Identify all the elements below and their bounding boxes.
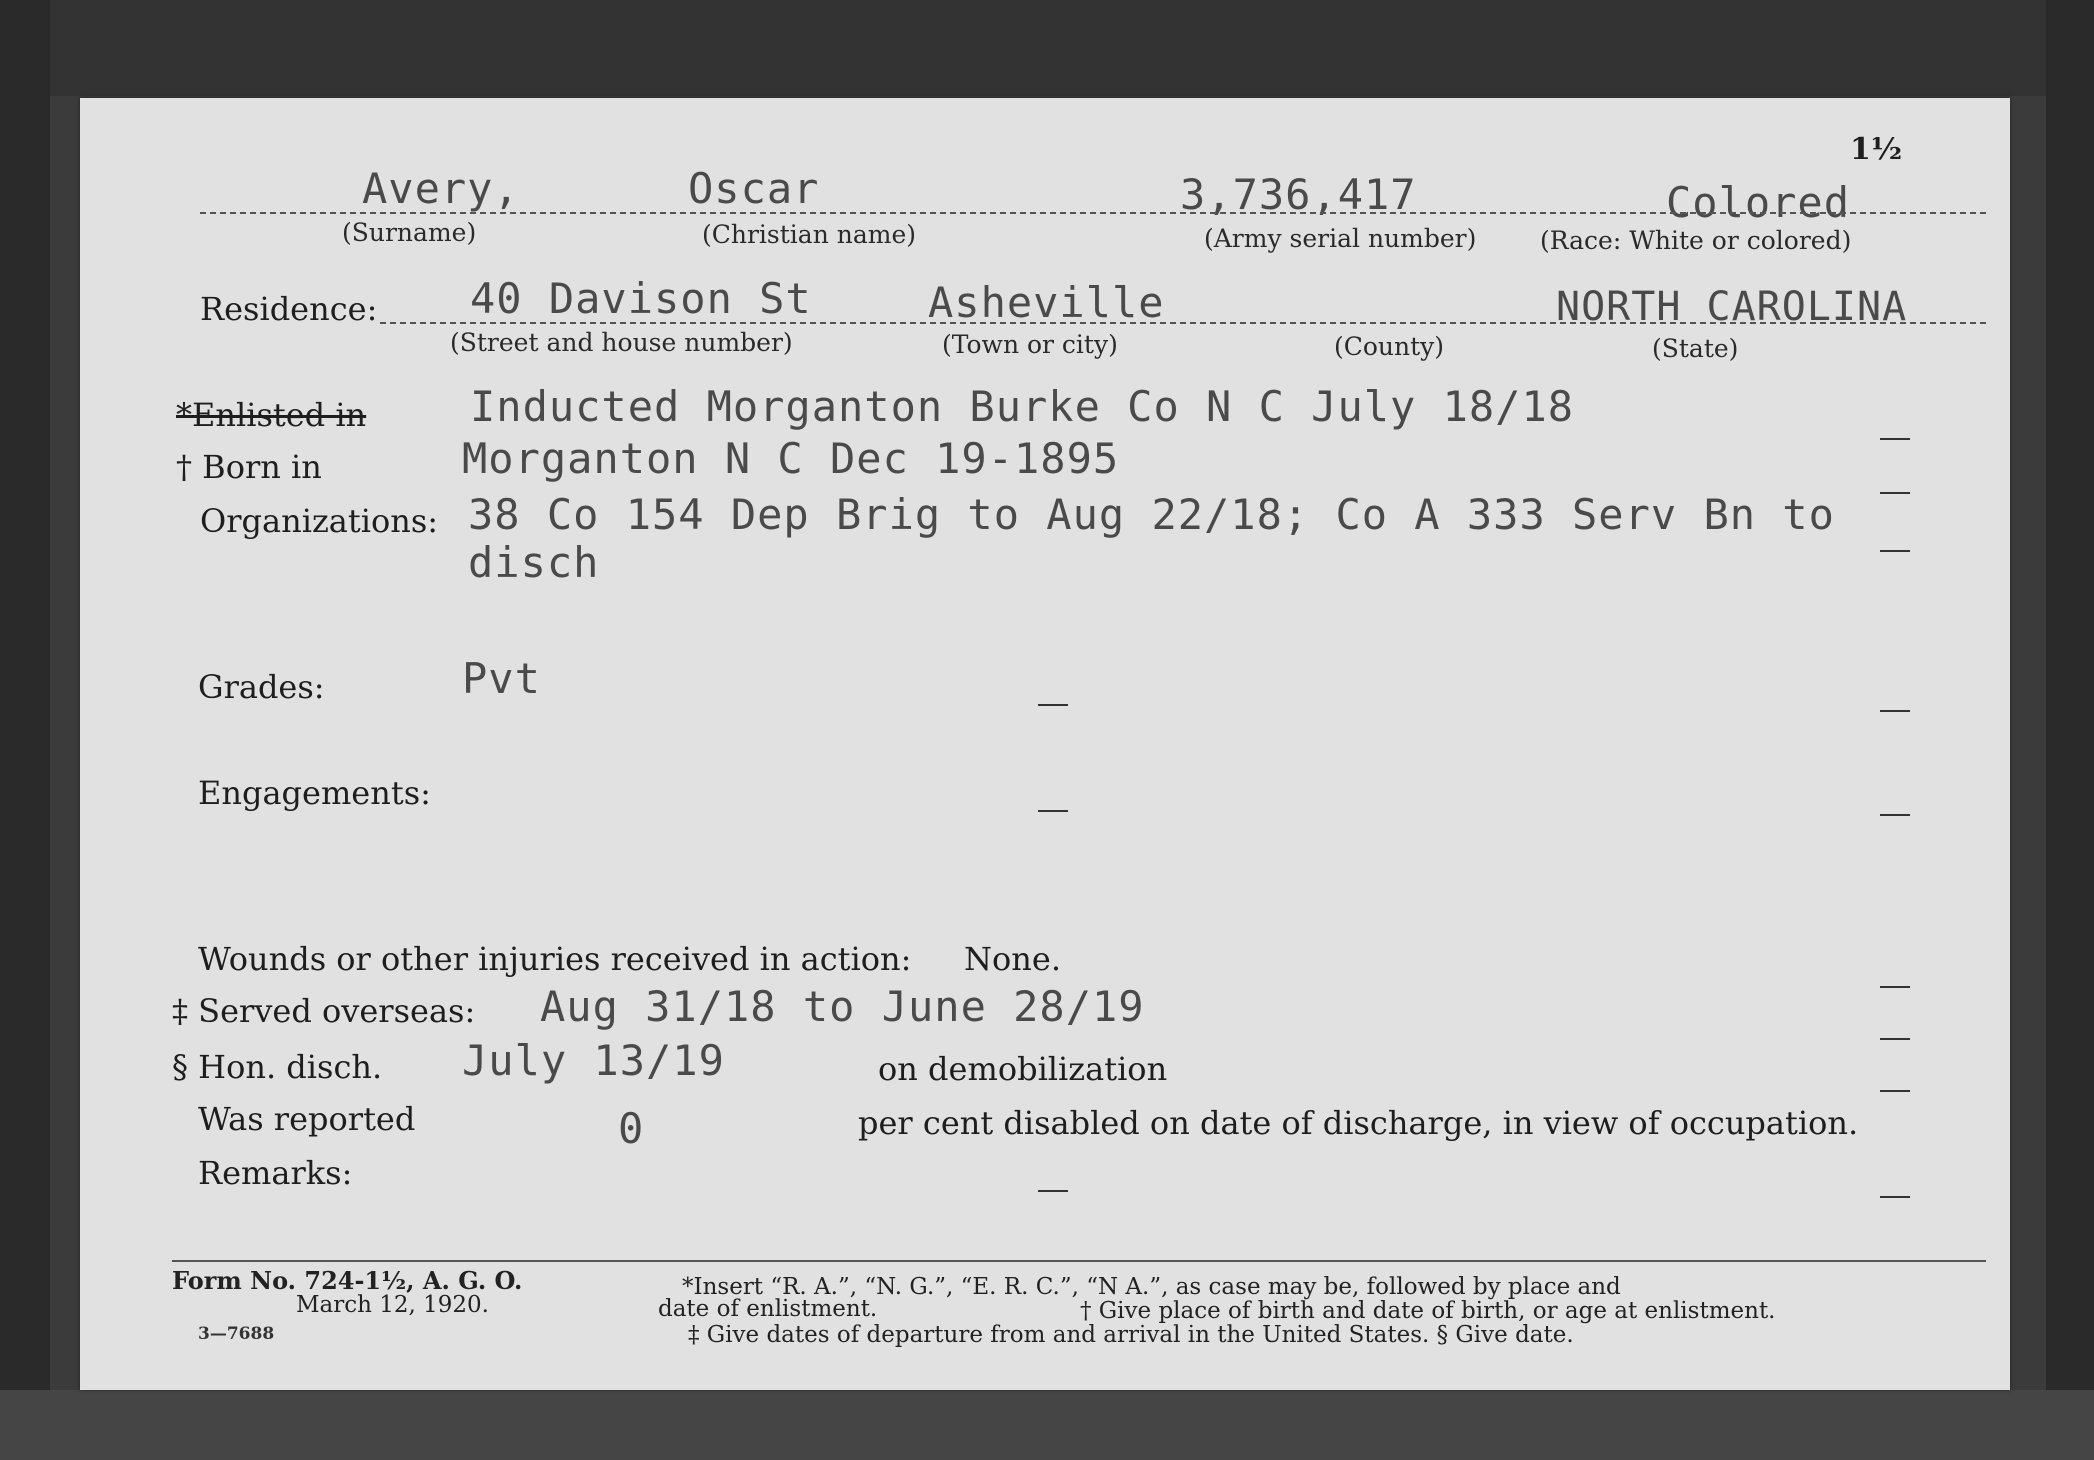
grades-tick-middle — [1038, 704, 1068, 706]
surname-caption: (Surname) — [342, 218, 477, 247]
grades-tick-right — [1880, 710, 1910, 712]
town-value: Asheville — [928, 278, 1165, 327]
scan-border-left — [0, 0, 50, 1460]
print-code: 3—7688 — [198, 1324, 275, 1344]
overseas-label: ‡ Served overseas: — [172, 992, 476, 1030]
overseas-tick — [1880, 986, 1910, 988]
scan-border-right — [2046, 0, 2094, 1460]
serial-number-caption: (Army serial number) — [1204, 224, 1477, 253]
engagements-tick-right — [1880, 814, 1910, 816]
enlisted-tick — [1880, 438, 1910, 440]
race-caption: (Race: White or colored) — [1540, 226, 1852, 255]
hon-disch-tick-a — [1880, 1038, 1910, 1040]
grades-value: Pvt — [462, 654, 541, 703]
serial-number-value: 3,736,417 — [1180, 170, 1417, 219]
christian-name-caption: (Christian name) — [702, 220, 917, 249]
footnote-birth: † Give place of birth and date of birth, or age at enlistment. — [1080, 1298, 1776, 1324]
wounds-value: None. — [964, 940, 1061, 978]
footnote-insert: *Insert “R. A.”, “N. G.”, “E. R. C.”, “N A.”, as case may be, followed by place and — [682, 1274, 1621, 1300]
hon-disch-label: § Hon. disch. — [172, 1048, 383, 1086]
form-date: March 12, 1920. — [296, 1292, 489, 1318]
remarks-label: Remarks: — [198, 1154, 353, 1192]
enlisted-value: Inducted Morganton Burke Co N C July 18/18 — [470, 382, 1575, 431]
born-value: Morganton N C Dec 19-1895 — [462, 434, 1120, 483]
grades-label: Grades: — [198, 668, 325, 706]
service-record-card — [80, 98, 2010, 1390]
reported-label: Was reported — [198, 1100, 416, 1138]
organizations-label: Organizations: — [200, 502, 439, 540]
organizations-value-line2: disch — [468, 538, 600, 587]
race-value: Colored — [1666, 178, 1851, 227]
remarks-tick-middle — [1038, 1190, 1068, 1192]
footnote-overseas: ‡ Give dates of departure from and arrival in the United States. § Give date. — [688, 1322, 1574, 1348]
surname-value: Avery, — [362, 164, 520, 213]
wounds-label: Wounds or other injuries received in action: — [198, 940, 912, 978]
street-caption: (Street and house number) — [450, 328, 793, 357]
street-value: 40 Davison St — [470, 274, 812, 323]
hon-disch-tick-b — [1880, 1090, 1910, 1092]
hon-disch-value: July 13/19 — [462, 1036, 725, 1085]
reported-suffix: per cent disabled on date of discharge, in view of occupation. — [858, 1104, 1859, 1142]
state-caption: (State) — [1652, 334, 1739, 363]
residence-label: Residence: — [200, 290, 378, 328]
residence-line — [380, 322, 1986, 324]
organizations-tick — [1880, 550, 1910, 552]
remarks-tick-right — [1880, 1196, 1910, 1198]
county-caption: (County) — [1334, 332, 1445, 361]
town-caption: (Town or city) — [942, 330, 1118, 359]
state-value: NORTH CAROLINA — [1556, 284, 1908, 330]
scan-border-bottom — [0, 1390, 2094, 1460]
card-number: 1½ — [1850, 132, 1903, 167]
engagements-label: Engagements: — [198, 774, 431, 812]
overseas-value: Aug 31/18 to June 28/19 — [540, 982, 1145, 1031]
born-tick — [1880, 492, 1910, 494]
reported-value: 0 — [618, 1104, 645, 1153]
scan-border-top — [0, 0, 2094, 96]
born-label: † Born in — [176, 448, 322, 486]
form-number: Form No. 724-1½, A. G. O. — [172, 1266, 523, 1295]
engagements-tick-middle — [1038, 810, 1068, 812]
footer-rule — [172, 1260, 1986, 1262]
enlisted-label: *Enlisted in — [176, 396, 367, 434]
christian-name-value: Oscar — [688, 164, 820, 213]
name-line — [200, 212, 1986, 214]
hon-disch-suffix: on demobilization — [878, 1050, 1168, 1088]
footnote-enlistment: date of enlistment. — [658, 1296, 878, 1322]
organizations-value-line1: 38 Co 154 Dep Brig to Aug 22/18; Co A 333 Serv Bn to — [468, 490, 1835, 539]
